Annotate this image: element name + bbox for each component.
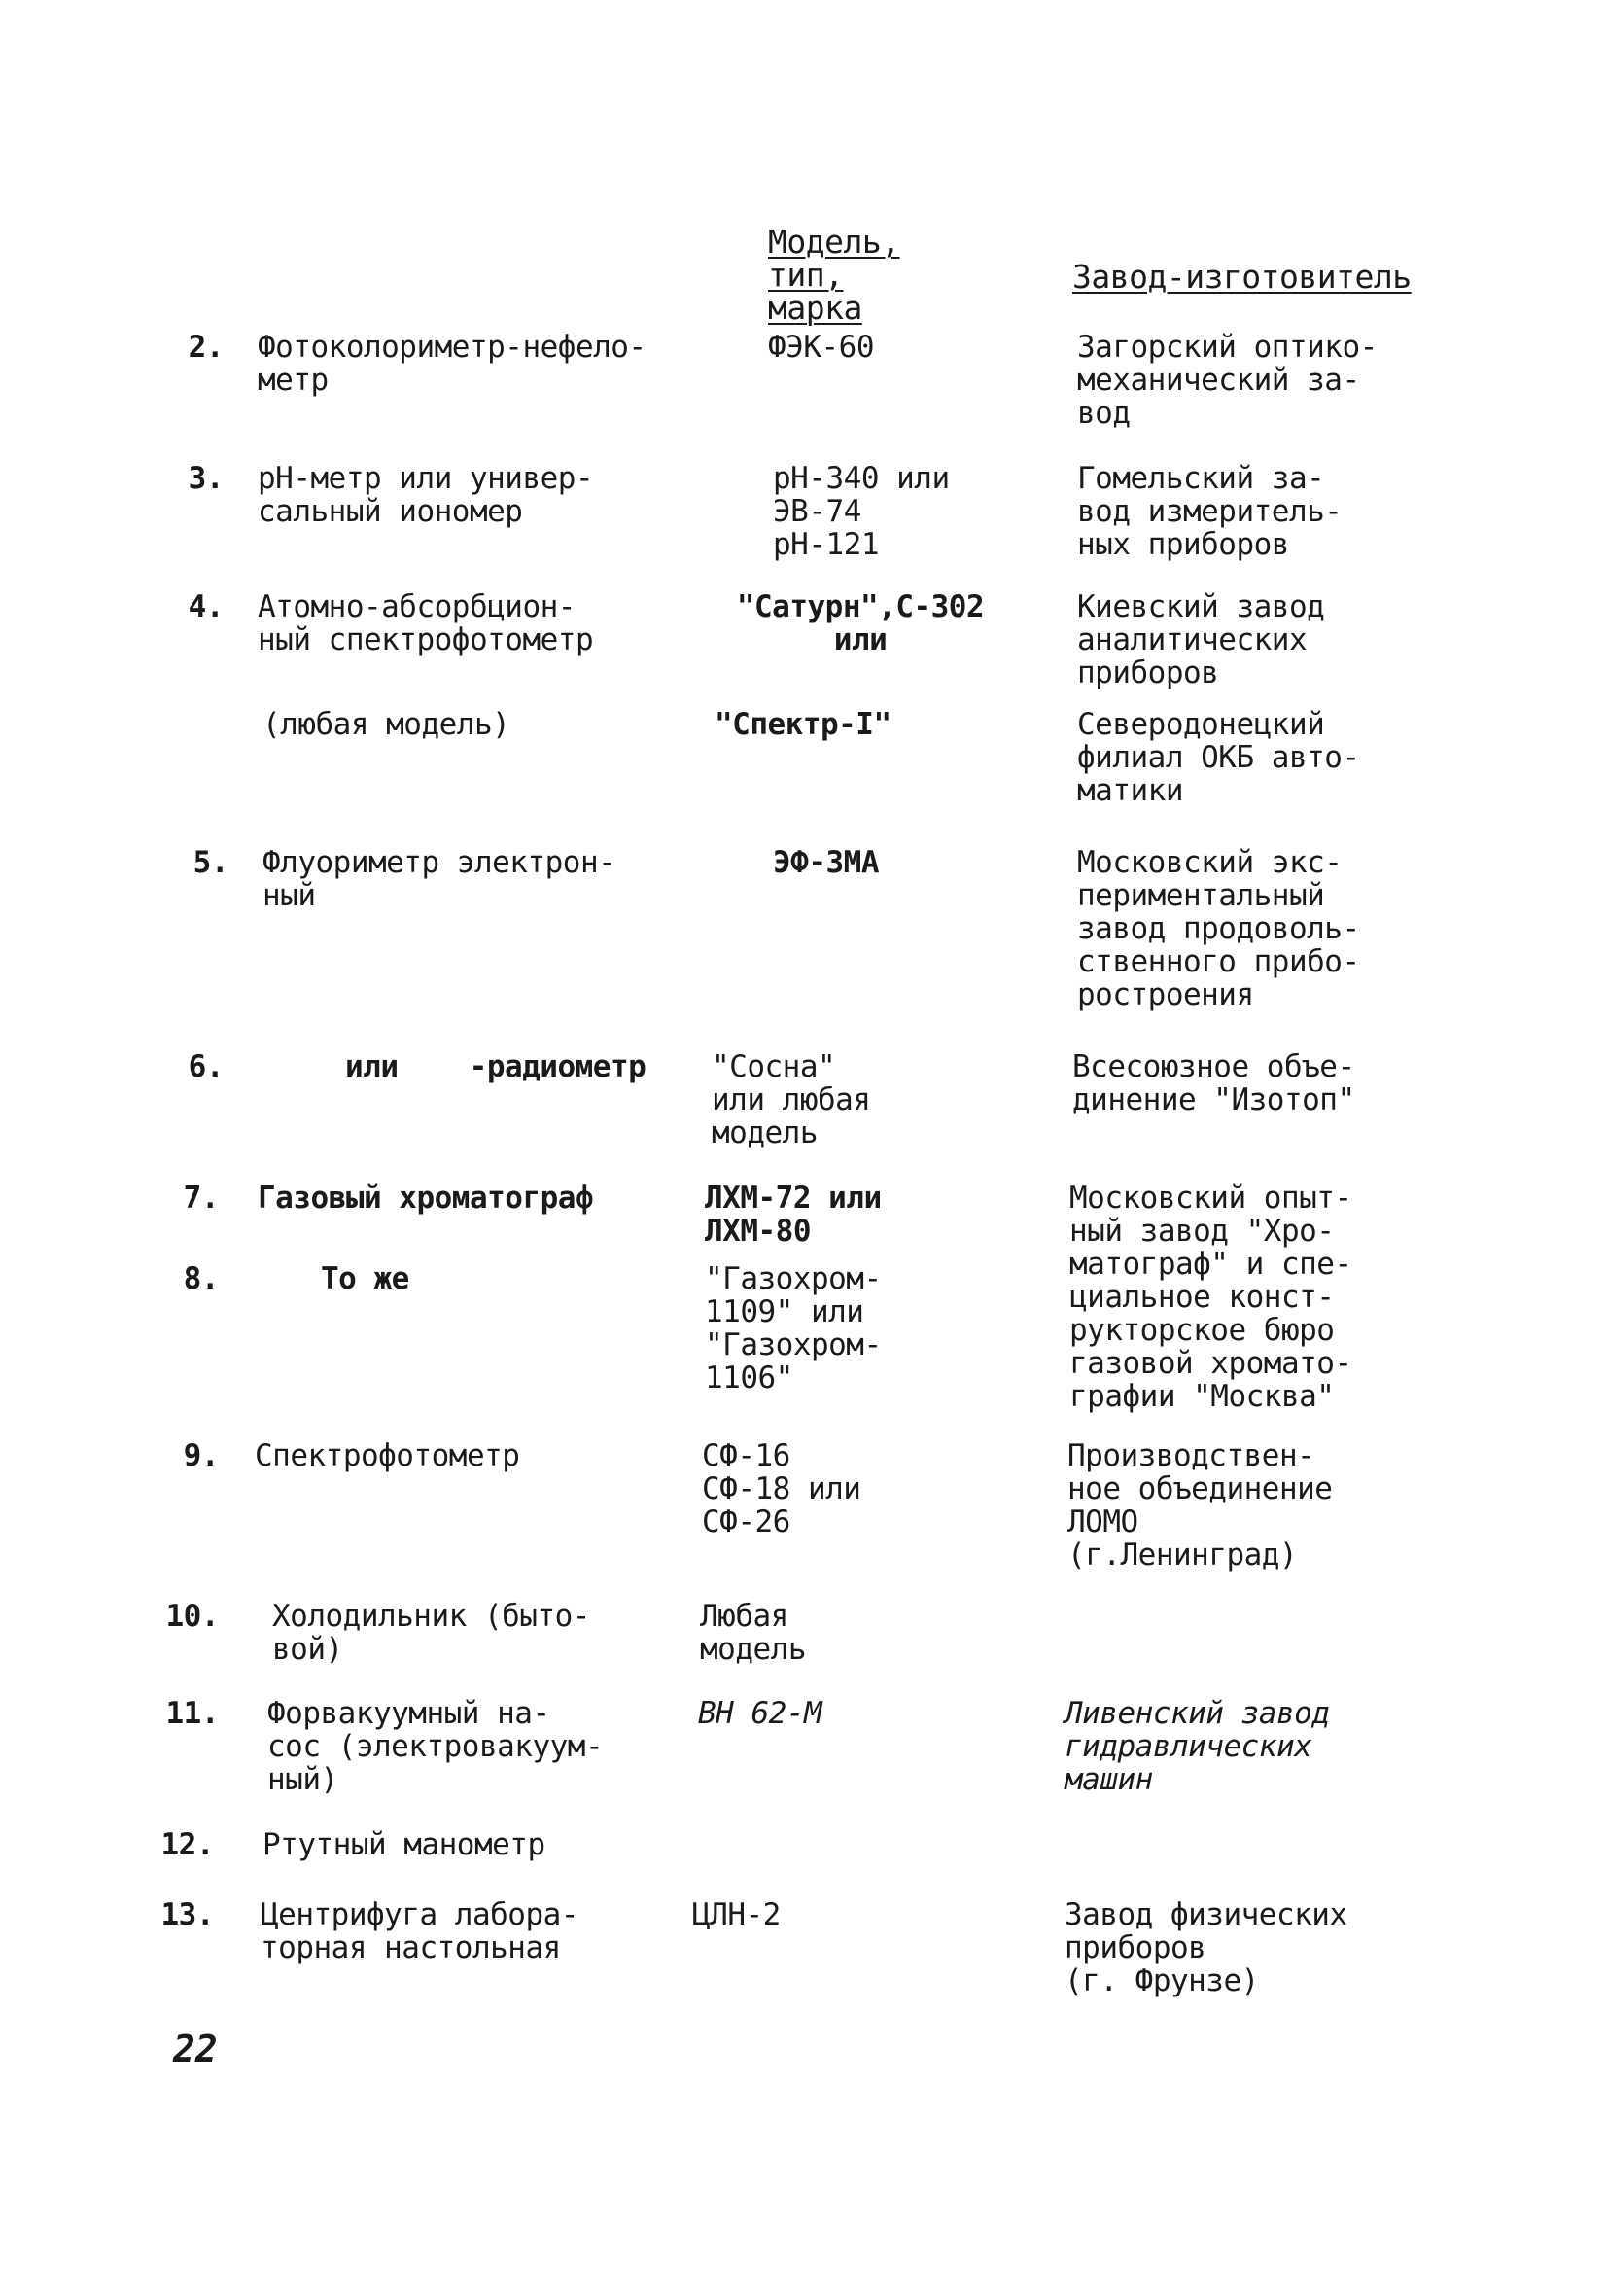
row-number: 5. [192, 845, 228, 880]
row-number: 3. [188, 461, 224, 496]
row-number: 13. [160, 1897, 214, 1932]
equipment-manufacturer: Производствен- ное объединение ЛОМО (г.Ленинград) [1067, 1438, 1333, 1572]
equipment-model: "Сатурн",С-302 или [736, 589, 985, 657]
row-number: 4. [188, 589, 224, 624]
equipment-name: (любая модель) [262, 707, 510, 742]
row-number: 9. [183, 1438, 219, 1473]
equipment-name: Атомно-абсорбцион- ный спектрофотометр [258, 589, 594, 657]
equipment-model: "Газохром- 1109" или "Газохром- 1106" [705, 1261, 882, 1395]
equipment-name: или -радиометр [345, 1049, 646, 1084]
equipment-model: "Спектр-I" [715, 707, 891, 742]
equipment-model: ВН 62-М [698, 1696, 822, 1731]
row-number: 10. [165, 1599, 219, 1634]
equipment-name: Газовый хроматограф [258, 1181, 594, 1216]
equipment-name: рН-метр или универ- сальный иономер [258, 461, 594, 529]
equipment-model: Любая модель [700, 1599, 806, 1667]
equipment-name: Ртутный манометр [262, 1827, 545, 1862]
equipment-name: Холодильник (быто- вой) [272, 1599, 590, 1667]
equipment-model: ФЭК-60 [768, 330, 874, 365]
row-number: 8. [183, 1261, 219, 1296]
equipment-name: Спектрофотометр [255, 1438, 520, 1473]
equipment-manufacturer: Ливенский завод гидравлических машин [1065, 1696, 1330, 1797]
column-header-model: Модель, тип, марка [768, 223, 900, 327]
equipment-manufacturer: Московский экс- периментальный завод продоволь- ственного прибо- ростроения [1077, 845, 1360, 1012]
equipment-name: Флуориметр электрон- ный [262, 845, 616, 913]
equipment-name: Центрифуга лабора- торная настольная [261, 1897, 578, 1965]
equipment-manufacturer: Гомельский за- вод измеритель- ных приборов [1077, 461, 1343, 562]
equipment-manufacturer: Северодонецкий филиал ОКБ авто- матики [1077, 707, 1360, 808]
row-number: 12. [160, 1827, 214, 1862]
row-number: 6. [188, 1049, 224, 1084]
equipment-manufacturer: Московский опыт- ный завод "Хро- матограф" и спе- циальное конст- рукторское бюро газовой хромато- графии "Москва" [1069, 1181, 1352, 1414]
equipment-manufacturer: Завод физических приборов (г. Фрунзе) [1065, 1897, 1347, 1998]
equipment-manufacturer: Киевский завод аналитических приборов [1077, 589, 1325, 690]
equipment-model: СФ-16 СФ-18 или СФ-26 [702, 1438, 861, 1539]
equipment-manufacturer: Всесоюзное объе- динение "Изотоп" [1072, 1049, 1355, 1117]
equipment-name: Форвакуумный на- сос (электровакуум- ный) [267, 1696, 604, 1797]
page-number: 22 [173, 2028, 218, 2070]
equipment-manufacturer: Загорский оптико- механический за- вод [1077, 330, 1378, 431]
equipment-model: рН-340 или ЭВ-74 рН-121 [773, 461, 950, 562]
column-header-manufacturer: Завод-изготовитель [1072, 258, 1412, 296]
row-number: 2. [188, 330, 224, 365]
equipment-name: То же [321, 1261, 409, 1296]
equipment-model: ЦЛН-2 [692, 1897, 781, 1932]
row-number: 11. [165, 1696, 219, 1731]
equipment-model: ЛХМ-72 или ЛХМ-80 [705, 1181, 882, 1249]
equipment-name: Фотоколориметр-нефело- метр [258, 330, 646, 398]
equipment-model: ЭФ-3МА [773, 845, 879, 880]
equipment-model: "Сосна" или любая модель [712, 1049, 871, 1150]
row-number: 7. [183, 1181, 219, 1216]
